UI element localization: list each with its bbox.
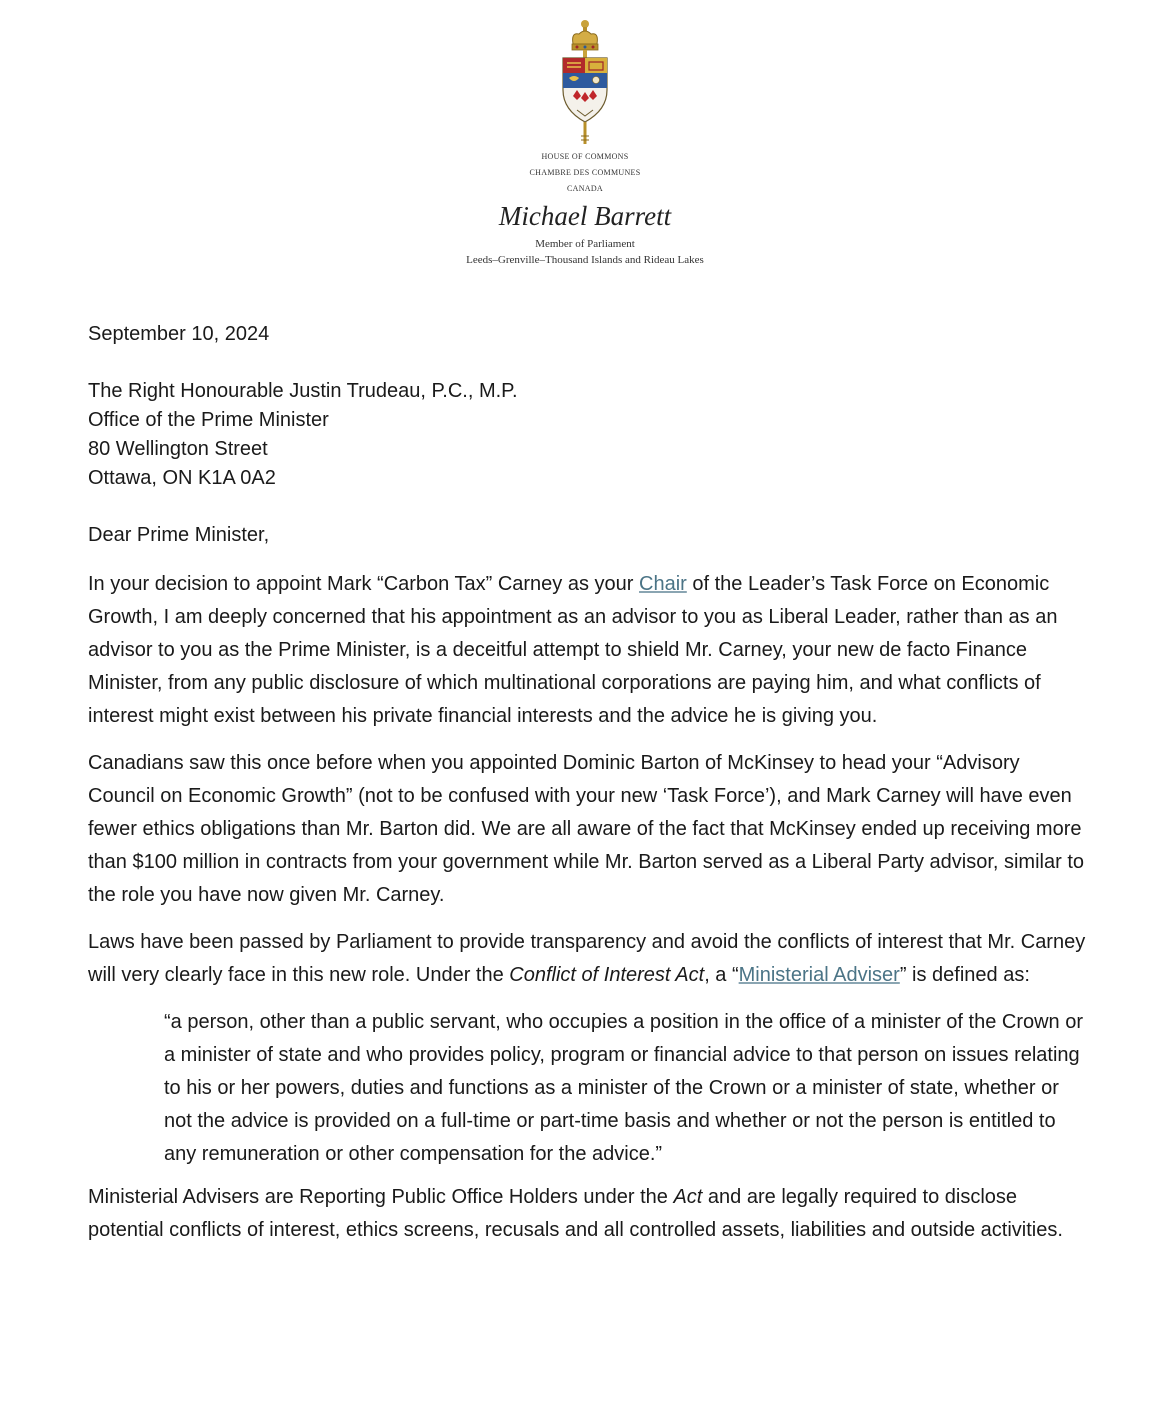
letter-date: September 10, 2024 bbox=[88, 323, 270, 345]
act-short-title: Act bbox=[673, 1186, 703, 1208]
recipient-street: 80 Wellington Street bbox=[88, 438, 268, 460]
mp-role: Member of Parliament bbox=[535, 238, 635, 250]
letter-body bbox=[88, 318, 1088, 1261]
paragraph-1-text-a: In your decision to appoint Mark “Carbon Tax” Carney as your bbox=[88, 573, 640, 595]
paragraph-2: Canadians saw this once before when you appointed Dominic Barton of McKinsey to head your “Advisory Council on Economic Growth” (not to be confused with your new ‘Task Force’), and Mark Carney will have even fewer ethics obligations than Mr. Barton did. We are all aware of the fact that McKinsey ended up receiving more than $100 million in contracts from your government while Mr. Barton served as a Liberal Party advisor, similar to the role you have now given Mr. Carney. bbox=[88, 752, 1084, 906]
mp-riding: Leeds–Grenville–Thousand Islands and Rideau Lakes bbox=[466, 254, 704, 266]
institution-name-fr: CHAMBRE DES COMMUNES bbox=[529, 168, 641, 177]
paragraph-3-text-b: , a “ bbox=[704, 964, 739, 986]
act-title: Conflict of Interest Act bbox=[509, 964, 705, 986]
paragraph-3-text-a: Laws have been passed by Parliament to provide transparency and avoid the conflicts of interest that Mr. Carney will very clearly face in this new role. Under the bbox=[88, 931, 1086, 986]
mp-name: Michael Barrett bbox=[498, 201, 672, 231]
ministerial-adviser-link[interactable]: Ministerial Adviser bbox=[738, 964, 900, 986]
paragraph-4-text-b: and are legally required to disclose potential conflicts of interest, ethics screens, recusals and all controlled assets, liabilities and outside activities. bbox=[88, 1186, 1063, 1241]
salutation: Dear Prime Minister, bbox=[88, 524, 270, 546]
paragraph-4 bbox=[88, 1181, 1088, 1247]
recipient-city: Ottawa, ON K1A 0A2 bbox=[88, 467, 276, 489]
chair-link[interactable]: Chair bbox=[639, 573, 687, 595]
institution-name-en: HOUSE OF COMMONS bbox=[541, 152, 629, 161]
paragraph-1 bbox=[88, 568, 1088, 733]
recipient-name: The Right Honourable Justin Trudeau, P.C., M.P. bbox=[88, 380, 518, 402]
house-of-commons-crest-icon bbox=[555, 18, 615, 146]
paragraph-4-text-a: Ministerial Advisers are Reporting Public Office Holders under the bbox=[88, 1186, 674, 1208]
country-name: CANADA bbox=[566, 184, 604, 193]
paragraph-3 bbox=[88, 926, 1088, 992]
definition-quote: “a person, other than a public servant, who occupies a position in the office of a minister of the Crown or a minister of state and who provides policy, program or financial advice to that person on issues relating to his or her powers, duties and functions as a minister of the Crown or a minister of state, whether or not the advice is provided on a full-time or part-time basis and whether or not the person is entitled to any remuneration or other compensation for the advice.” bbox=[164, 1011, 1084, 1165]
paragraph-1-text-b: of the Leader’s Task Force on Economic Growth, I am deeply concerned that his appointment as an advisor to you as Liberal Leader, rather than as an advisor to you as the Prime Minister, is a deceitful attempt to shield Mr. Carney, your new de facto Finance Minister, from any public disclosure of which multinational corporations are paying him, and what conflicts of interest might exist between his private financial interests and the advice he is giving you. bbox=[88, 573, 1058, 727]
recipient-address bbox=[88, 377, 1088, 493]
letterhead bbox=[0, 18, 1170, 268]
recipient-office: Office of the Prime Minister bbox=[88, 409, 329, 431]
paragraph-3-text-c: ” is defined as: bbox=[899, 964, 1030, 986]
